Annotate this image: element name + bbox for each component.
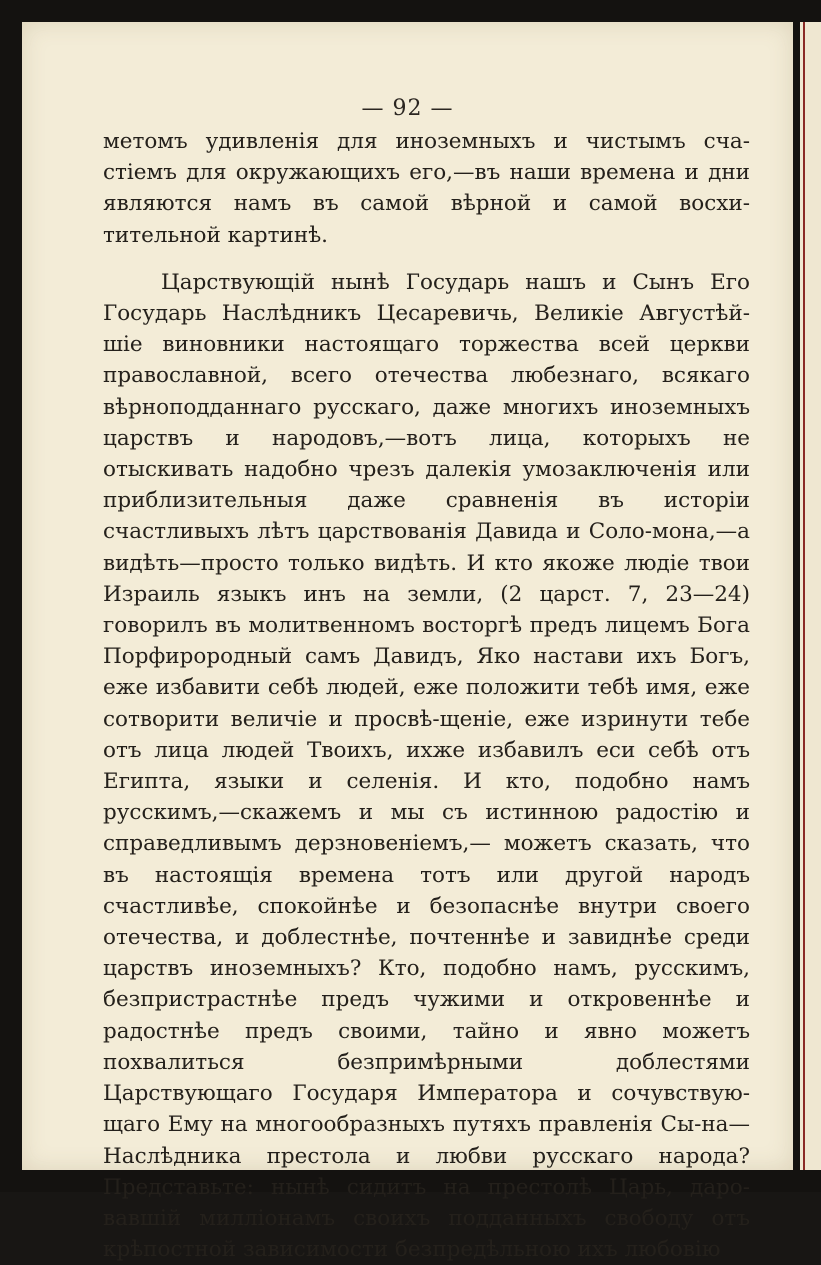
paragraph-2: Царствующій нынѣ Государь нашъ и Сынъ Его Государь Наслѣдникъ Цесаревичь, Великіе Августѣй-шіе виновники настоящаго торжества всей церкви православной, всего отечества любезнаго, всякаго вѣрноподданнаго русскаго, даже многихъ иноземныхъ царствъ и народовъ,—вотъ лица, которыхъ не отыскивать надобно чрезъ далекія умозаключенія или приблизительныя даже сравненія въ исторіи счастливыхъ лѣтъ царствованія Давида и Соло-мона,—а видѣть—просто только видѣть. И кто якоже людіе твои Израиль языкъ инъ на земли, (2 царст. 7, 23—24) говорилъ въ молитвенномъ восторгѣ предъ лицемъ Бога Порфирородный самъ Давидъ, Яко настави ихъ Богъ, еже избавити себѣ людей, еже положити тебѣ имя, еже сотворити величіе и просвѣ-щеніе, еже изринути тебе отъ лица людей Твоихъ, ихже избавилъ еси себѣ отъ Египта, языки и селенія. И кто, подобно намъ русскимъ,—скажемъ и мы съ истинною радостію и справедливымъ дерзновеніемъ,— можетъ сказать, что въ настоящія времена тотъ или другой народъ счастливѣе, спокойнѣе и безопаснѣе внутри своего отечества, и доблестнѣе, почтеннѣе и завиднѣе среди царствъ иноземныхъ? Кто, подобно намъ, русскимъ, безпристрастнѣе предъ чужими и откровеннѣе и радостнѣе предъ своими, тайно и явно можетъ похвалиться безпримѣрными доблестями Царствующаго Государя Императора и сочувствую-щаго Ему на многообразныхъ путяхъ правленія Сы-на—Наслѣдника престола и любви русскаго народа? Представьте: нынѣ сидитъ на престолѣ Царь, даро-вавшій милліонамъ своихъ подданныхъ свободу отъ крѣпостной зависимости безпредѣльною ихъ любовію bbox=[103, 269, 750, 1263]
next-page-edge bbox=[800, 22, 821, 1170]
book-page bbox=[22, 22, 793, 1263]
paragraph-1: метомъ удивленія для иноземныхъ и чистымъ сча-стіемъ для окружающихъ его,—въ наши времена и дни являются намъ въ самой вѣрной и самой восхи-тительной картинѣ. bbox=[103, 129, 750, 248]
page-text bbox=[103, 126, 750, 1265]
page-number: — 92 — bbox=[361, 96, 454, 121]
page-edge-line bbox=[803, 22, 805, 1170]
